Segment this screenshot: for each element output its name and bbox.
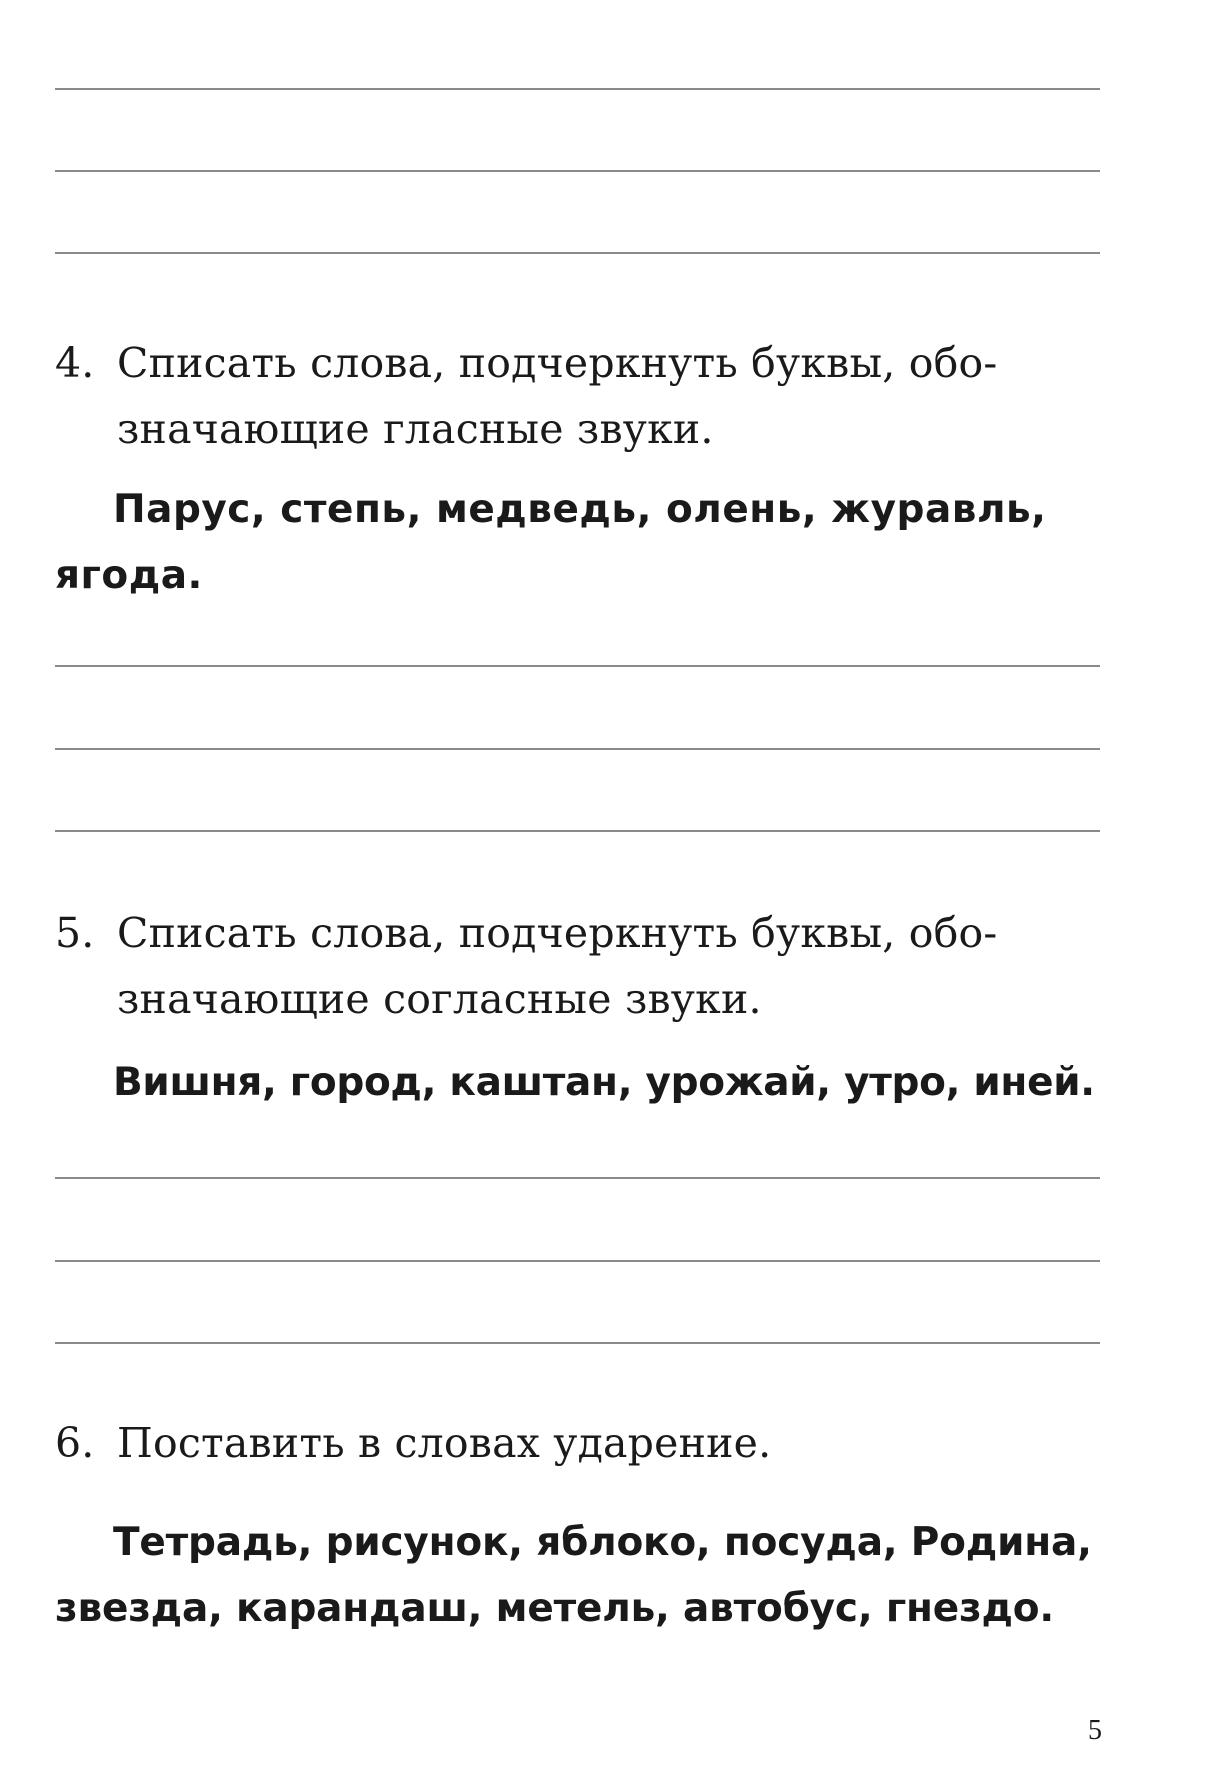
writing-line	[55, 252, 1100, 254]
task-number: 6.	[55, 1419, 95, 1467]
instruction-line: значающие гласные звуки.	[117, 405, 714, 453]
task-6-words: Тетрадь, рисунок, яблоко, посуда, Родина, звезда, карандаш, метель, автобус, гнездо.	[55, 1520, 1092, 1631]
task-4-instruction	[55, 330, 1115, 462]
task-6-instruction	[55, 1410, 1115, 1476]
task-number: 4.	[55, 339, 95, 387]
writing-line	[55, 1260, 1100, 1262]
instruction-line: Списать слова, подчеркнуть буквы, обо-	[117, 909, 998, 957]
instruction-line: Поставить в словах ударение.	[117, 1419, 772, 1467]
writing-line	[55, 830, 1100, 832]
task-number: 5.	[55, 909, 95, 957]
writing-line	[55, 1177, 1100, 1179]
instruction-line: значающие согласные звуки.	[117, 975, 762, 1023]
task-4-words: Парус, степь, медведь, олень, журавль, ягода.	[55, 487, 1047, 598]
writing-line	[55, 665, 1100, 667]
writing-line	[55, 748, 1100, 750]
instruction-line: Списать слова, подчеркнуть буквы, обо-	[117, 339, 998, 387]
task-5-words: Вишня, город, каштан, урожай, утро, иней.	[113, 1060, 1095, 1105]
writing-line	[55, 1342, 1100, 1344]
page-number: 5	[1088, 1715, 1102, 1746]
writing-line	[55, 170, 1100, 172]
writing-line	[55, 88, 1100, 90]
task-5-instruction	[55, 900, 1115, 1032]
